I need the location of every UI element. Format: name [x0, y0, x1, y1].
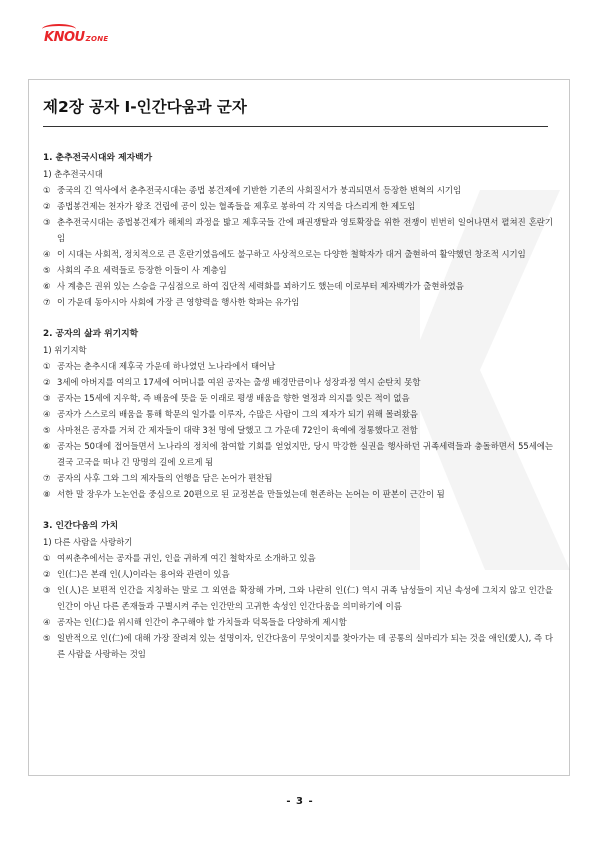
list-item	[43, 214, 553, 246]
list-item-text: 인(仁)은 본래 인(人)이라는 용어와 관련이 있음	[57, 569, 230, 579]
list-item-number: ⑤	[43, 425, 51, 435]
list-item-number: ④	[43, 409, 51, 419]
list-item-number: ⑦	[43, 297, 51, 307]
list-item	[43, 582, 553, 614]
list-item-number: ①	[43, 553, 51, 563]
list-item-text: 종법봉건제는 천자가 왕조 건립에 공이 있는 혈족들을 제후로 봉하여 각 지역을 다스리게 한 제도임	[57, 201, 416, 211]
list-item-text: 공자는 인(仁)을 위시해 인간이 추구해야 할 가치들과 덕목들을 다양하게 제시함	[57, 617, 347, 627]
subsection-heading: 1) 다른 사람을 사랑하기	[43, 537, 133, 547]
section-heading: 1. 춘추전국시대와 제자백가	[43, 153, 153, 163]
list-item-text: 공자가 스스로의 배움을 통해 학문의 일가를 이루자, 수많은 사람이 그의 제자가 되기 위해 몰려왔음	[57, 409, 418, 419]
list-item-number: ⑥	[43, 441, 51, 451]
list-item-text: 사회의 주요 세력들로 등장한 이들이 사 계층임	[57, 265, 227, 275]
subsection-heading: 1) 위기지학	[43, 345, 87, 355]
logo-main-text: KNOU	[44, 30, 85, 45]
list-item	[43, 486, 553, 502]
list-item-number: ⑥	[43, 281, 51, 291]
list-item	[43, 374, 553, 390]
list-item-text: 이 시대는 사회적, 정치적으로 큰 혼란기였음에도 불구하고 사상적으로는 다양한 철학자가 대거 출현하여 활약했던 창조적 시기임	[57, 249, 526, 259]
list-item-number: ③	[43, 217, 51, 227]
list-item-text: 일반적으로 인(仁)에 대해 가장 잘려져 있는 설명이자, 인간다움이 무엇이지를 찾아가는 데 공통의 실마리가 되는 것을 애인(愛人), 즉 다른 사람을 사랑하는 것임	[57, 633, 553, 659]
section-heading: 3. 인간다움의 가치	[43, 521, 119, 531]
list-item-text: 서한 말 장우가 노논언을 중심으로 20편으로 된 교정본을 만들었는데 현존하는 논어는 이 판본이 근간이 됨	[57, 489, 445, 499]
list-item-number: ②	[43, 377, 51, 387]
list-item	[43, 422, 553, 438]
list-item-text: 사마천은 공자를 거쳐 간 제자들이 대략 3천 명에 달했고 그 가운데 72인이 육예에 정통했다고 전함	[57, 425, 418, 435]
list-item	[43, 198, 553, 214]
section-spacer	[43, 502, 553, 518]
list-item-number: ⑦	[43, 473, 51, 483]
list-item	[43, 294, 553, 310]
list-item-number: ①	[43, 185, 51, 195]
list-item-number: ②	[43, 201, 51, 211]
page-number: - 3 -	[286, 796, 314, 807]
list-item-number: ⑧	[43, 489, 51, 499]
list-item-text: 사 계층은 권위 있는 스승을 구심점으로 하여 집단적 세력화를 꾀하기도 했는데 이로부터 제자백가가 출현하였음	[57, 281, 464, 291]
section-spacer	[43, 310, 553, 326]
list-item-text: 중국의 긴 역사에서 춘추전국시대는 종법 봉건제에 기반한 기존의 사회질서가 붕괴되면서 등장한 변혁의 시기임	[57, 185, 462, 195]
list-item-text: 공자의 사후 그와 그의 제자들의 언행을 담은 논어가 편찬됨	[57, 473, 273, 483]
list-item-text: 3세에 아버지를 여의고 17세에 어머니를 여읜 공자는 출생 배경만큼이나 성장과정 역시 순탄치 못함	[57, 377, 421, 387]
list-item	[43, 550, 553, 566]
list-item-text: 인(人)은 보편적 인간을 지칭하는 말로 그 외연을 확장해 가며, 그와 나란히 인(仁) 역시 귀족 남성들이 지닌 속성에 그치지 않고 인간을 인간이 아닌 다른 존재들과 구별시켜 주는 인간만의 고귀한 속성인 인간다움을 의미하기에 이름	[57, 585, 553, 611]
knouzone-logo	[44, 30, 108, 45]
chapter-title: 제2장 공자 Ⅰ-인간다움과 군자	[43, 95, 548, 127]
list-item	[43, 358, 553, 374]
list-item	[43, 614, 553, 630]
list-item-number: ④	[43, 617, 51, 627]
logo-swoosh-icon	[42, 24, 76, 34]
subsection-heading: 1) 춘추전국시대	[43, 169, 103, 179]
list-item-number: ⑤	[43, 265, 51, 275]
list-item-number: ⑤	[43, 633, 51, 643]
list-item-text: 공자는 15세에 지우학, 즉 배움에 뜻을 둔 이래로 평생 배움을 향한 열정과 의지를 잊은 적이 없음	[57, 393, 410, 403]
list-item-text: 공자는 춘추시대 제후국 가운데 하나였던 노나라에서 태어남	[57, 361, 276, 371]
document-body	[43, 150, 553, 662]
list-item	[43, 262, 553, 278]
section-heading: 2. 공자의 삶과 위기지학	[43, 329, 139, 339]
list-item-number: ②	[43, 569, 51, 579]
list-item	[43, 470, 553, 486]
list-item-number: ③	[43, 585, 51, 595]
list-item-text: 여씨춘추에서는 공자를 귀인, 인을 귀하게 여긴 철학자로 소개하고 있음	[57, 553, 316, 563]
list-item	[43, 246, 553, 262]
list-item	[43, 566, 553, 582]
logo-sub-text: ZONE	[85, 34, 109, 43]
list-item-text: 공자는 50대에 접어들면서 노나라의 정치에 참여할 기회를 얻었지만, 당시 막강한 실권을 행사하던 귀족세력들과 충돌하면서 55세에는 결국 고국을 떠나 긴 망명의 길에 오르게 됨	[57, 441, 553, 467]
list-item-number: ①	[43, 361, 51, 371]
list-item	[43, 390, 553, 406]
list-item	[43, 182, 553, 198]
list-item-number: ④	[43, 249, 51, 259]
list-item	[43, 278, 553, 294]
list-item	[43, 630, 553, 662]
list-item	[43, 406, 553, 422]
list-item-number: ③	[43, 393, 51, 403]
list-item	[43, 438, 553, 470]
list-item-text: 이 가운데 동아시아 사회에 가장 큰 영향력을 행사한 학파는 유가임	[57, 297, 300, 307]
list-item-text: 춘추전국시대는 종법봉건제가 해체의 과정을 밟고 제후국들 간에 패권쟁탈과 영토확장을 위한 전쟁이 빈번히 일어나면서 펼쳐진 혼란기임	[57, 217, 553, 243]
